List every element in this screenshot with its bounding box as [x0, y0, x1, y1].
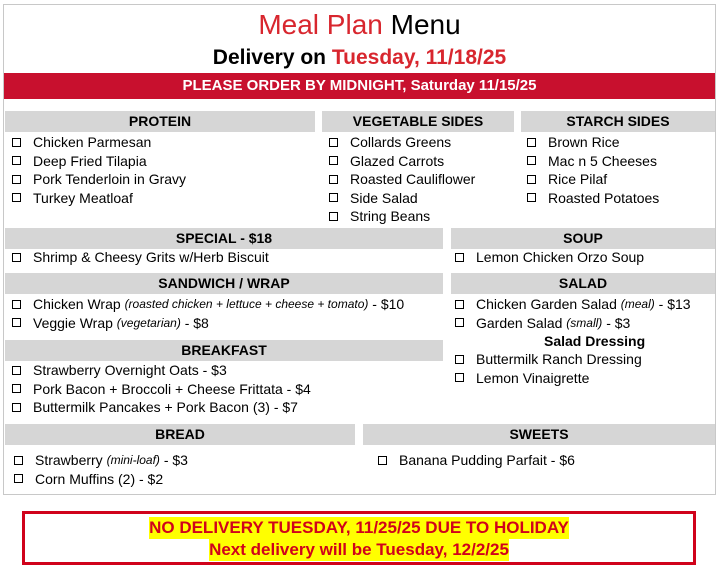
holiday-notice-line2: Next delivery will be Tuesday, 12/2/25 [209, 540, 509, 559]
list-item[interactable]: Strawberry Overnight Oats - $3 [9, 361, 311, 380]
list-item[interactable]: Veggie Wrap (vegetarian) - $8 [9, 314, 404, 333]
list-item[interactable]: Banana Pudding Parfait - $6 [375, 451, 575, 470]
list-item[interactable]: Chicken Garden Salad (meal) - $13 [452, 295, 691, 314]
checkbox-icon[interactable] [329, 212, 338, 221]
checkbox-icon[interactable] [455, 355, 464, 364]
list-item[interactable]: Side Salad [326, 189, 475, 208]
list-item[interactable]: Corn Muffins (2) - $2 [11, 470, 188, 489]
salad-dressing-heading: Salad Dressing [544, 333, 646, 349]
checkbox-icon[interactable] [527, 138, 536, 147]
sweets-list [375, 451, 575, 470]
list-item[interactable]: Glazed Carrots [326, 152, 475, 171]
list-item[interactable]: Pork Bacon + Broccoli + Cheese Frittata - $4 [9, 380, 311, 399]
checkbox-icon[interactable] [12, 156, 21, 165]
list-item[interactable]: Shrimp & Cheesy Grits w/Herb Biscuit [9, 248, 269, 267]
vegetable-sides-list [326, 133, 475, 226]
list-item[interactable]: Brown Rice [524, 133, 659, 152]
checkbox-icon[interactable] [527, 156, 536, 165]
special-list [9, 248, 269, 267]
list-item[interactable]: Strawberry (mini-loaf) - $3 [11, 451, 188, 470]
list-item[interactable]: Buttermilk Pancakes + Pork Bacon (3) - $7 [9, 398, 311, 417]
list-item[interactable]: Roasted Potatoes [524, 189, 659, 208]
checkbox-icon[interactable] [527, 175, 536, 184]
checkbox-icon[interactable] [12, 403, 21, 412]
list-item[interactable]: Garden Salad (small) - $3 [452, 314, 691, 333]
checkbox-icon[interactable] [378, 456, 387, 465]
checkbox-icon[interactable] [12, 300, 21, 309]
soup-list [452, 248, 644, 267]
list-item[interactable]: Roasted Cauliflower [326, 170, 475, 189]
dressing-list [452, 350, 642, 387]
checkbox-icon[interactable] [12, 253, 21, 262]
soup-heading: SOUP [451, 228, 715, 249]
list-item[interactable]: Mac n 5 Cheeses [524, 152, 659, 171]
delivery-prefix: Delivery on [212, 46, 327, 69]
breakfast-heading: BREAKFAST [5, 340, 443, 361]
list-item[interactable]: Lemon Chicken Orzo Soup [452, 248, 644, 267]
salad-heading: SALAD [451, 273, 715, 294]
protein-list [9, 133, 186, 207]
list-item[interactable]: Lemon Vinaigrette [452, 369, 642, 388]
holiday-notice-line1: NO DELIVERY TUESDAY, 11/25/25 DUE TO HOLIDAY [149, 518, 569, 537]
page-title [0, 8, 719, 42]
list-item[interactable]: String Beans [326, 207, 475, 226]
list-item[interactable]: Rice Pilaf [524, 170, 659, 189]
list-item[interactable]: Collards Greens [326, 133, 475, 152]
title-black: Menu [390, 9, 461, 40]
list-item[interactable]: Deep Fried Tilapia [9, 152, 186, 171]
holiday-notice [22, 511, 696, 565]
list-item[interactable]: Chicken Parmesan [9, 133, 186, 152]
special-heading: SPECIAL - $18 [5, 228, 443, 249]
sweets-heading: SWEETS [363, 424, 715, 445]
salad-list [452, 295, 691, 332]
delivery-date: Tuesday, 11/18/25 [331, 46, 507, 69]
checkbox-icon[interactable] [455, 318, 464, 327]
bread-list [11, 451, 188, 488]
title-red: Meal Plan [258, 9, 383, 40]
breakfast-list [9, 361, 311, 417]
checkbox-icon[interactable] [527, 193, 536, 202]
checkbox-icon[interactable] [329, 175, 338, 184]
delivery-line [0, 44, 719, 72]
bread-heading: BREAD [5, 424, 355, 445]
checkbox-icon[interactable] [12, 318, 21, 327]
checkbox-icon[interactable] [329, 193, 338, 202]
checkbox-icon[interactable] [329, 156, 338, 165]
checkbox-icon[interactable] [12, 384, 21, 393]
checkbox-icon[interactable] [14, 474, 23, 483]
list-item[interactable]: Buttermilk Ranch Dressing [452, 350, 642, 369]
checkbox-icon[interactable] [455, 373, 464, 382]
checkbox-icon[interactable] [12, 175, 21, 184]
checkbox-icon[interactable] [12, 366, 21, 375]
list-item[interactable]: Turkey Meatloaf [9, 189, 186, 208]
order-deadline-banner: PLEASE ORDER BY MIDNIGHT, Saturday 11/15/25 [4, 73, 715, 99]
sandwich-heading: SANDWICH / WRAP [5, 273, 443, 294]
checkbox-icon[interactable] [455, 300, 464, 309]
checkbox-icon[interactable] [329, 138, 338, 147]
protein-heading: PROTEIN [5, 111, 315, 132]
checkbox-icon[interactable] [12, 193, 21, 202]
starch-sides-list [524, 133, 659, 207]
checkbox-icon[interactable] [14, 456, 23, 465]
starch-sides-heading: STARCH SIDES [521, 111, 715, 132]
list-item[interactable]: Chicken Wrap (roasted chicken + lettuce + cheese + tomato) - $10 [9, 295, 404, 314]
sandwich-list [9, 295, 404, 332]
checkbox-icon[interactable] [12, 138, 21, 147]
checkbox-icon[interactable] [455, 253, 464, 262]
list-item[interactable]: Pork Tenderloin in Gravy [9, 170, 186, 189]
vegetable-sides-heading: VEGETABLE SIDES [322, 111, 514, 132]
